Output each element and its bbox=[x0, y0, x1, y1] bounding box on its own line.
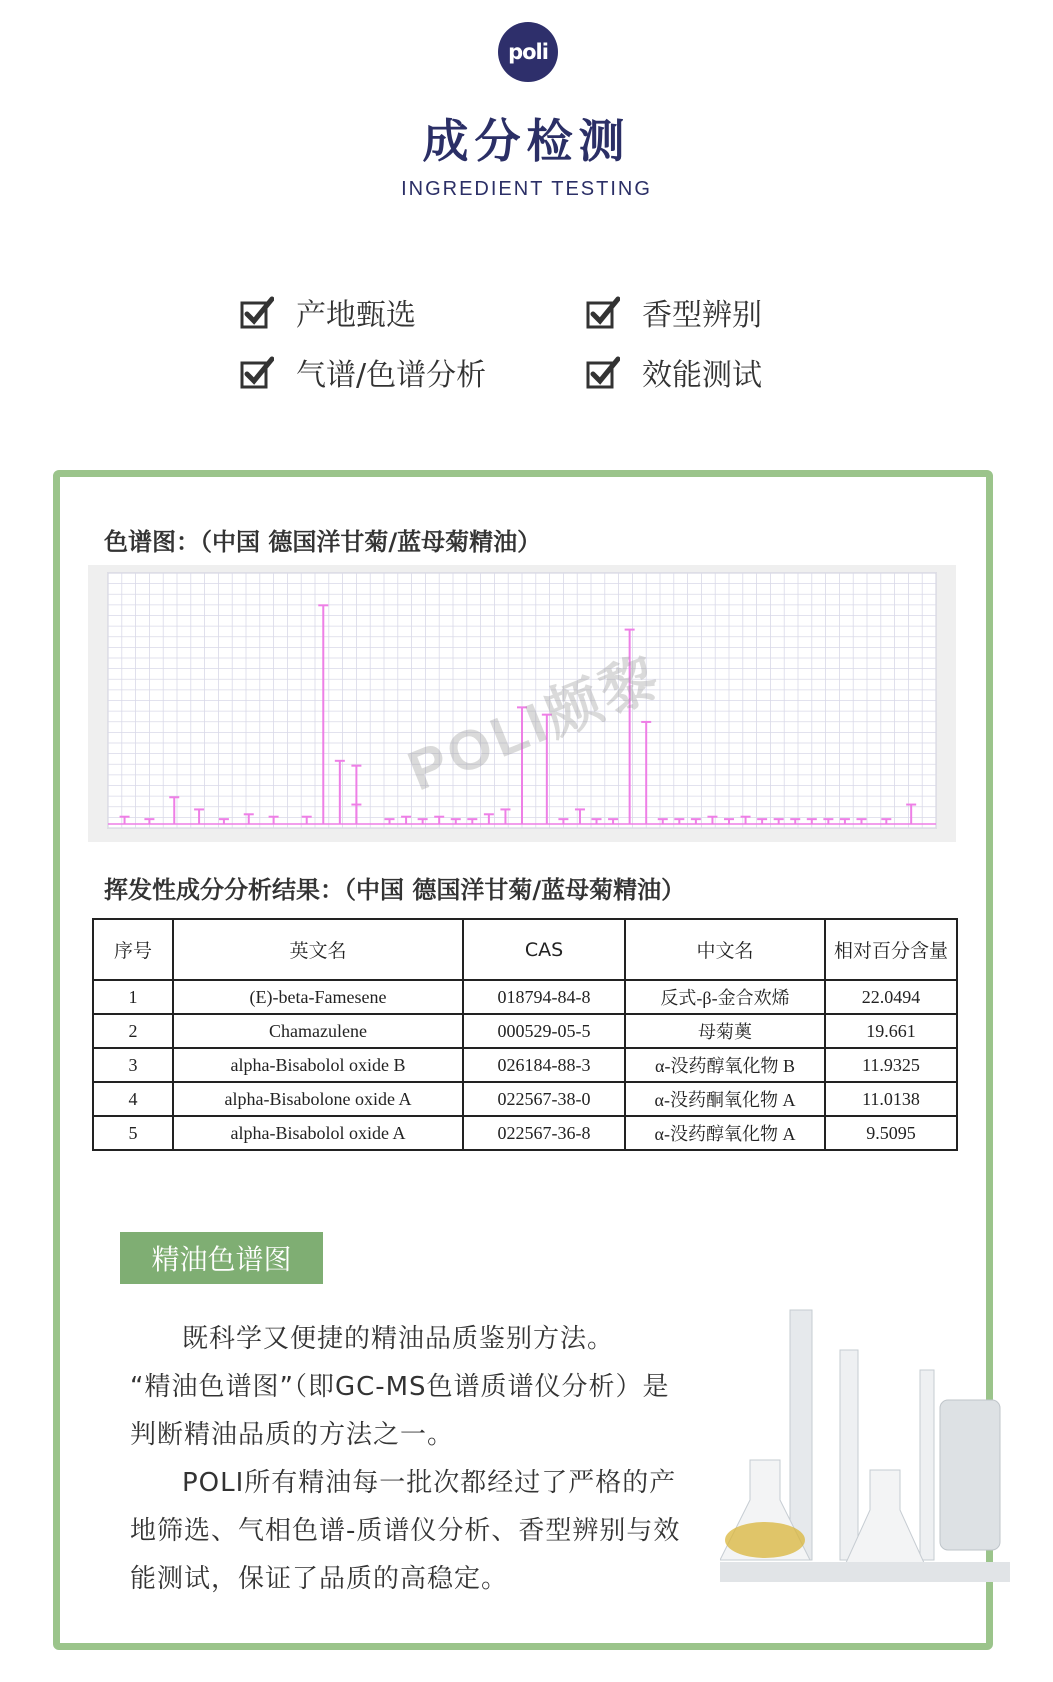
feature-label: 香型辨别 bbox=[642, 298, 762, 333]
feature-item bbox=[240, 290, 416, 334]
cell-zh: α-没药醇氧化物 B bbox=[625, 1048, 825, 1082]
lab-glassware-illustration bbox=[720, 1300, 1010, 1590]
cell-en: alpha-Bisabolol oxide A bbox=[173, 1116, 463, 1150]
chromatogram-chart bbox=[88, 565, 956, 842]
cell-cas: 022567-38-0 bbox=[463, 1082, 625, 1116]
logo-text: poli bbox=[508, 40, 548, 64]
chromatogram-svg bbox=[88, 565, 956, 842]
page-subtitle: INGREDIENT TESTING bbox=[401, 178, 652, 200]
cell-zh: α-没药醇氧化物 A bbox=[625, 1116, 825, 1150]
feature-item bbox=[586, 290, 762, 334]
cell-en: Chamazulene bbox=[173, 1014, 463, 1048]
table-row bbox=[93, 1048, 957, 1082]
col-header-no: 序号 bbox=[93, 919, 173, 980]
cell-pct: 19.661 bbox=[825, 1014, 957, 1048]
cell-en: alpha-Bisabolone oxide A bbox=[173, 1082, 463, 1116]
cell-en: (E)-beta-Famesene bbox=[173, 980, 463, 1014]
col-header-cas: CAS bbox=[463, 919, 625, 980]
results-heading: 挥发性成分分析结果：（中国 德国洋甘菊/蓝母菊精油） bbox=[104, 876, 686, 904]
cell-no: 5 bbox=[93, 1116, 173, 1150]
col-header-pct: 相对百分含量 bbox=[825, 919, 957, 980]
cell-cas: 022567-36-8 bbox=[463, 1116, 625, 1150]
paragraph: “精油色谱图”（即GC-MS色谱质谱仪分析）是判断精油品质的方法之一。 bbox=[130, 1372, 670, 1450]
checkbox-checked-icon bbox=[586, 295, 620, 329]
cell-cas: 000529-05-5 bbox=[463, 1014, 625, 1048]
table-row bbox=[93, 980, 957, 1014]
cell-pct: 11.9325 bbox=[825, 1048, 957, 1082]
col-header-zh: 中文名 bbox=[625, 919, 825, 980]
cell-cas: 026184-88-3 bbox=[463, 1048, 625, 1082]
cell-zh: 母菊薁 bbox=[625, 1014, 825, 1048]
cell-pct: 9.5095 bbox=[825, 1116, 957, 1150]
feature-label: 气谱/色谱分析 bbox=[296, 358, 487, 393]
cell-no: 2 bbox=[93, 1014, 173, 1048]
feature-item bbox=[240, 350, 486, 394]
cell-cas: 018794-84-8 bbox=[463, 980, 625, 1014]
paragraph: POLI所有精油每一批次都经过了严格的产地筛选、气相色谱-质谱仪分析、香型辨别与效能测试，保证了品质的高稳定。 bbox=[130, 1468, 681, 1594]
cell-no: 4 bbox=[93, 1082, 173, 1116]
cell-en: alpha-Bisabolol oxide B bbox=[173, 1048, 463, 1082]
feature-item bbox=[586, 350, 762, 394]
cell-pct: 11.0138 bbox=[825, 1082, 957, 1116]
results-table bbox=[92, 918, 958, 1151]
cell-no: 3 bbox=[93, 1048, 173, 1082]
feature-label: 效能测试 bbox=[642, 358, 762, 393]
checkbox-checked-icon bbox=[240, 355, 274, 389]
cell-zh: 反式-β-金合欢烯 bbox=[625, 980, 825, 1014]
cell-no: 1 bbox=[93, 980, 173, 1014]
poli-logo bbox=[498, 22, 558, 82]
table-row bbox=[93, 1014, 957, 1048]
cell-pct: 22.0494 bbox=[825, 980, 957, 1014]
watermark: POLI颇黎 bbox=[399, 644, 671, 803]
feature-label: 产地甄选 bbox=[296, 298, 416, 333]
description-text bbox=[130, 1315, 690, 1603]
paragraph: 既科学又便捷的精油品质鉴别方法。 bbox=[182, 1324, 615, 1354]
table-row bbox=[93, 1082, 957, 1116]
chromatogram-heading: 色谱图：（中国 德国洋甘菊/蓝母菊精油） bbox=[104, 528, 542, 556]
col-header-en: 英文名 bbox=[173, 919, 463, 980]
checkbox-checked-icon bbox=[586, 355, 620, 389]
section-tag: 精油色谱图 bbox=[120, 1232, 323, 1284]
table-row bbox=[93, 1116, 957, 1150]
table-header-row bbox=[93, 919, 957, 980]
cell-zh: α-没药酮氧化物 A bbox=[625, 1082, 825, 1116]
checkbox-checked-icon bbox=[240, 295, 274, 329]
page-title: 成分检测 bbox=[422, 114, 631, 168]
